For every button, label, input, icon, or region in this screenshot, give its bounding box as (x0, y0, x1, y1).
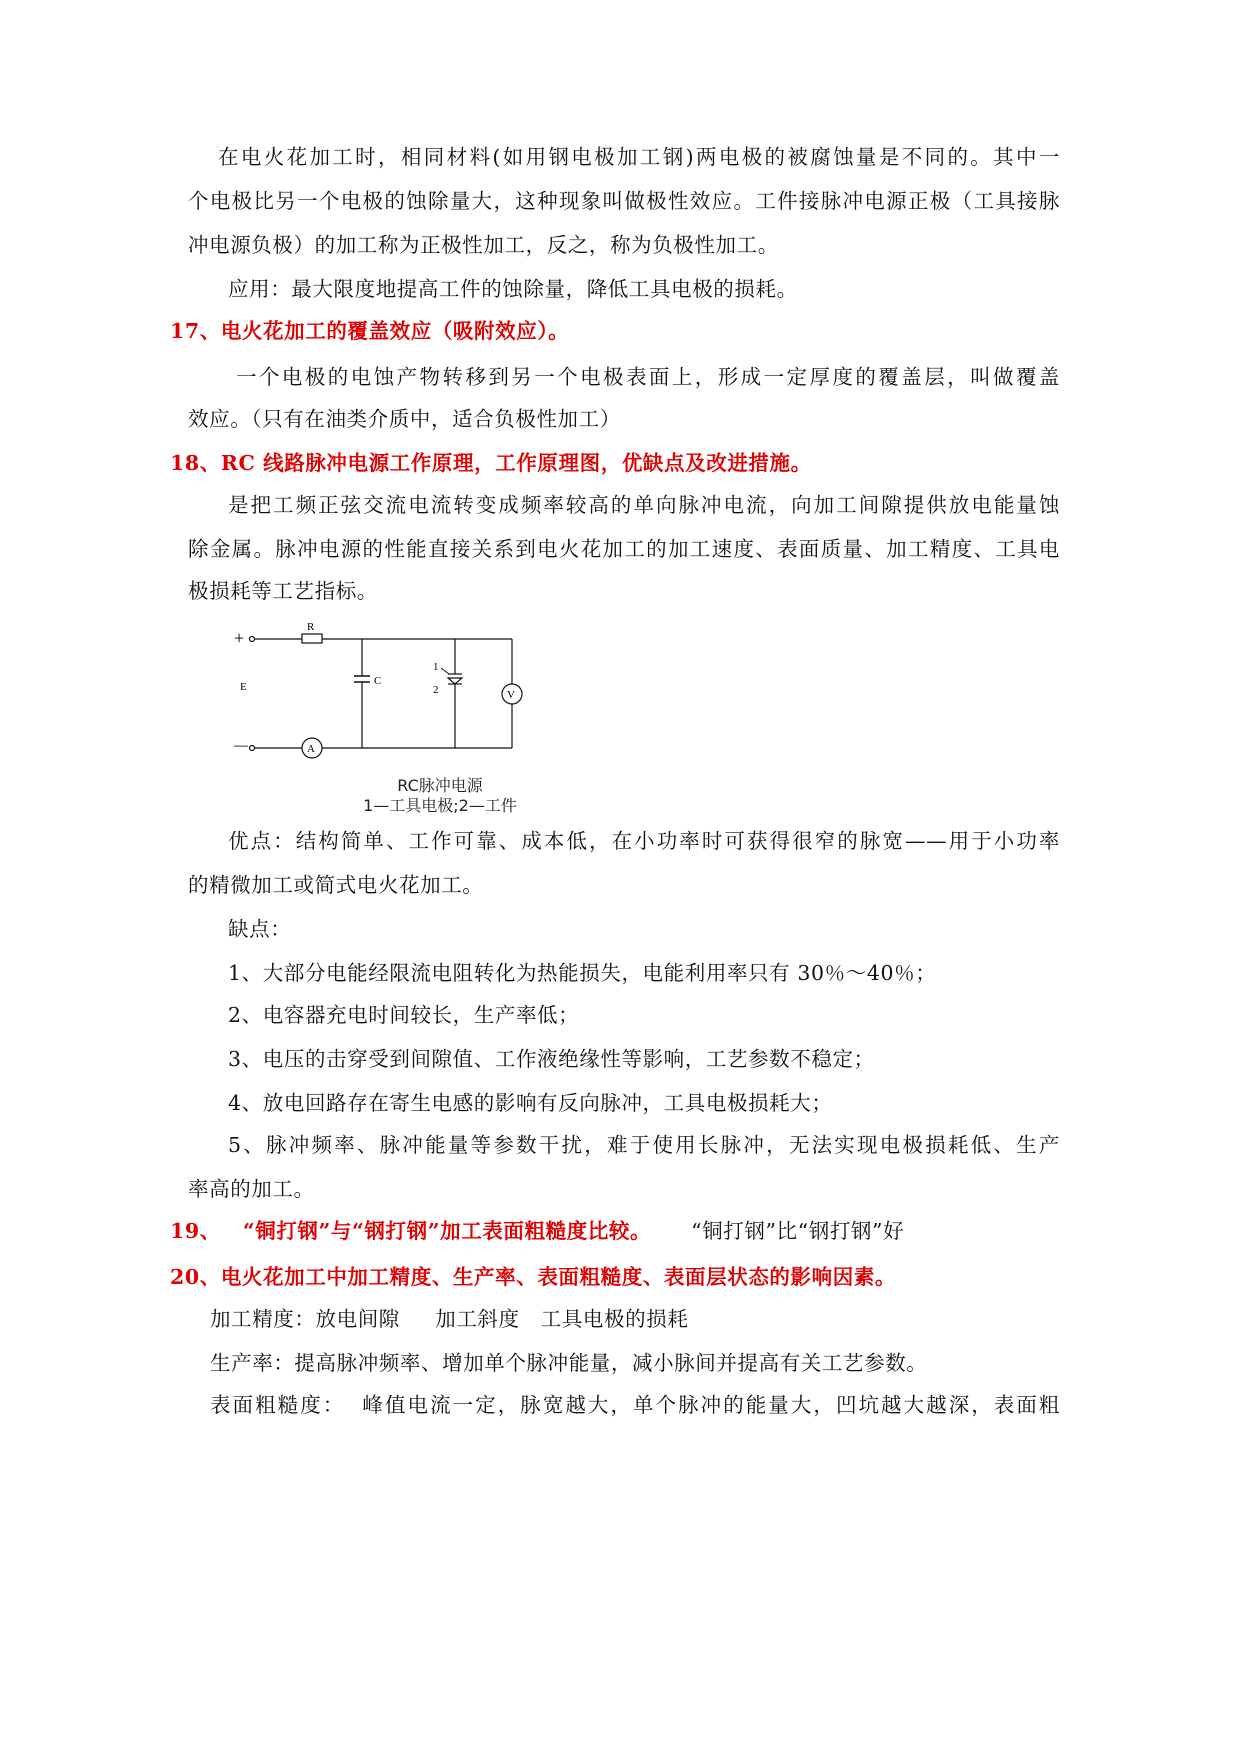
heading-19-answer: “铜打钢”比“钢打钢”好 (691, 1219, 905, 1243)
minus-terminal-label: － (232, 737, 250, 757)
capacitor-label: C (374, 675, 382, 687)
figure-caption-title: RC脉冲电源 (397, 776, 483, 795)
resistor-r (302, 634, 322, 643)
list-item-2: 2、电容器充电时间较长，生产率低； (228, 1003, 580, 1027)
minus-terminal (250, 746, 255, 751)
ammeter-label: A (307, 743, 315, 755)
list-item-1: 1、大部分电能经限流电阻转化为热能损失，电能利用率只有 30％～40％； (228, 961, 937, 985)
paragraph-covering-line2: 效应。（只有在油类介质中，适合负极性加工） (188, 407, 621, 431)
paragraph-rc-line2: 除金属。脉冲电源的性能直接关系到电火花加工的加工速度、表面质量、加工精度、工具电 (188, 537, 1060, 561)
heading-19-number: 19、 (170, 1219, 221, 1243)
paragraph-precision: 加工精度：放电间隙 加工斜度 工具电极的损耗 (210, 1307, 689, 1331)
paragraph-covering-line1: 一个电极的电蚀产物转移到另一个电极表面上，形成一定厚度的覆盖层，叫做覆盖 (236, 365, 1060, 389)
list-item-4: 4、放电回路存在寄生电感的影响有反向脉冲，工具电极损耗大； (228, 1091, 833, 1115)
figure-caption-legend: 1—工具电极;2—工件 (363, 796, 517, 815)
list-item-5-line1: 5、脉冲频率、脉冲能量等参数干扰，难于使用长脉冲，无法实现电极损耗低、生产 (228, 1133, 1060, 1157)
paragraph-application: 应用：最大限度地提高工件的蚀除量，降低工具电极的损耗。 (228, 277, 798, 301)
heading-17: 17、电火花加工的覆盖效应（吸附效应）。 (170, 319, 570, 343)
paragraph-rc-line1: 是把工频正弦交流电流转变成频率较高的单向脉冲电流，向加工间隙提供放电能量蚀 (228, 493, 1060, 517)
paragraph-advantages-line1: 优点：结构简单、工作可靠、成本低，在小功率时可获得很窄的脉宽——用于小功率 (228, 829, 1060, 853)
paragraph-productivity: 生产率：提高脉冲频率、增加单个脉冲能量，减小脉间并提高有关工艺参数。 (210, 1351, 928, 1375)
heading-20: 20、电火花加工中加工精度、生产率、表面粗糙度、表面层状态的影响因素。 (170, 1265, 897, 1289)
spark-gap (448, 678, 462, 684)
voltmeter-label: V (507, 689, 515, 701)
paragraph-roughness: 表面粗糙度： 峰值电流一定，脉宽越大，单个脉冲的能量大，凹坑越大越深，表面粗 (210, 1393, 1060, 1417)
plus-terminal (250, 637, 255, 642)
pointer-1 (441, 668, 449, 674)
rc-circuit-diagram (220, 612, 600, 772)
list-item-3: 3、电压的击穿受到间隙值、工作液绝缘性等影响，工艺参数不稳定； (228, 1047, 875, 1071)
paragraph-disadvantages: 缺点： (228, 917, 292, 941)
heading-19 (170, 1216, 1042, 1246)
plus-terminal-label: + (234, 628, 245, 648)
paragraph-polarity-line2: 个电极比另一个电极的蚀除量大，这种现象叫做极性效应。工件接脉冲电源正极（工具接脉 (188, 189, 1060, 213)
label-1: 1 (433, 661, 439, 673)
label-2: 2 (433, 684, 439, 696)
list-item-5-line2: 率高的加工。 (188, 1177, 315, 1201)
heading-18: 18、RC 线路脉冲电源工作原理，工作原理图，优缺点及改进措施。 (170, 451, 812, 475)
paragraph-rc-line3: 极损耗等工艺指标。 (188, 579, 378, 603)
paragraph-polarity-line1: 在电火花加工时，相同材料(如用钢电极加工钢)两电极的被腐蚀量是不同的。其中一 (218, 145, 1060, 169)
paragraph-polarity-line3: 冲电源负极）的加工称为正极性加工，反之，称为负极性加工。 (188, 233, 779, 257)
paragraph-advantages-line2: 的精微加工或简式电火花加工。 (188, 873, 484, 897)
source-label-e: E (240, 681, 247, 693)
heading-19-title: “铜打钢”与“钢打钢”加工表面粗糙度比较。 (242, 1219, 652, 1243)
resistor-label: R (307, 621, 315, 633)
